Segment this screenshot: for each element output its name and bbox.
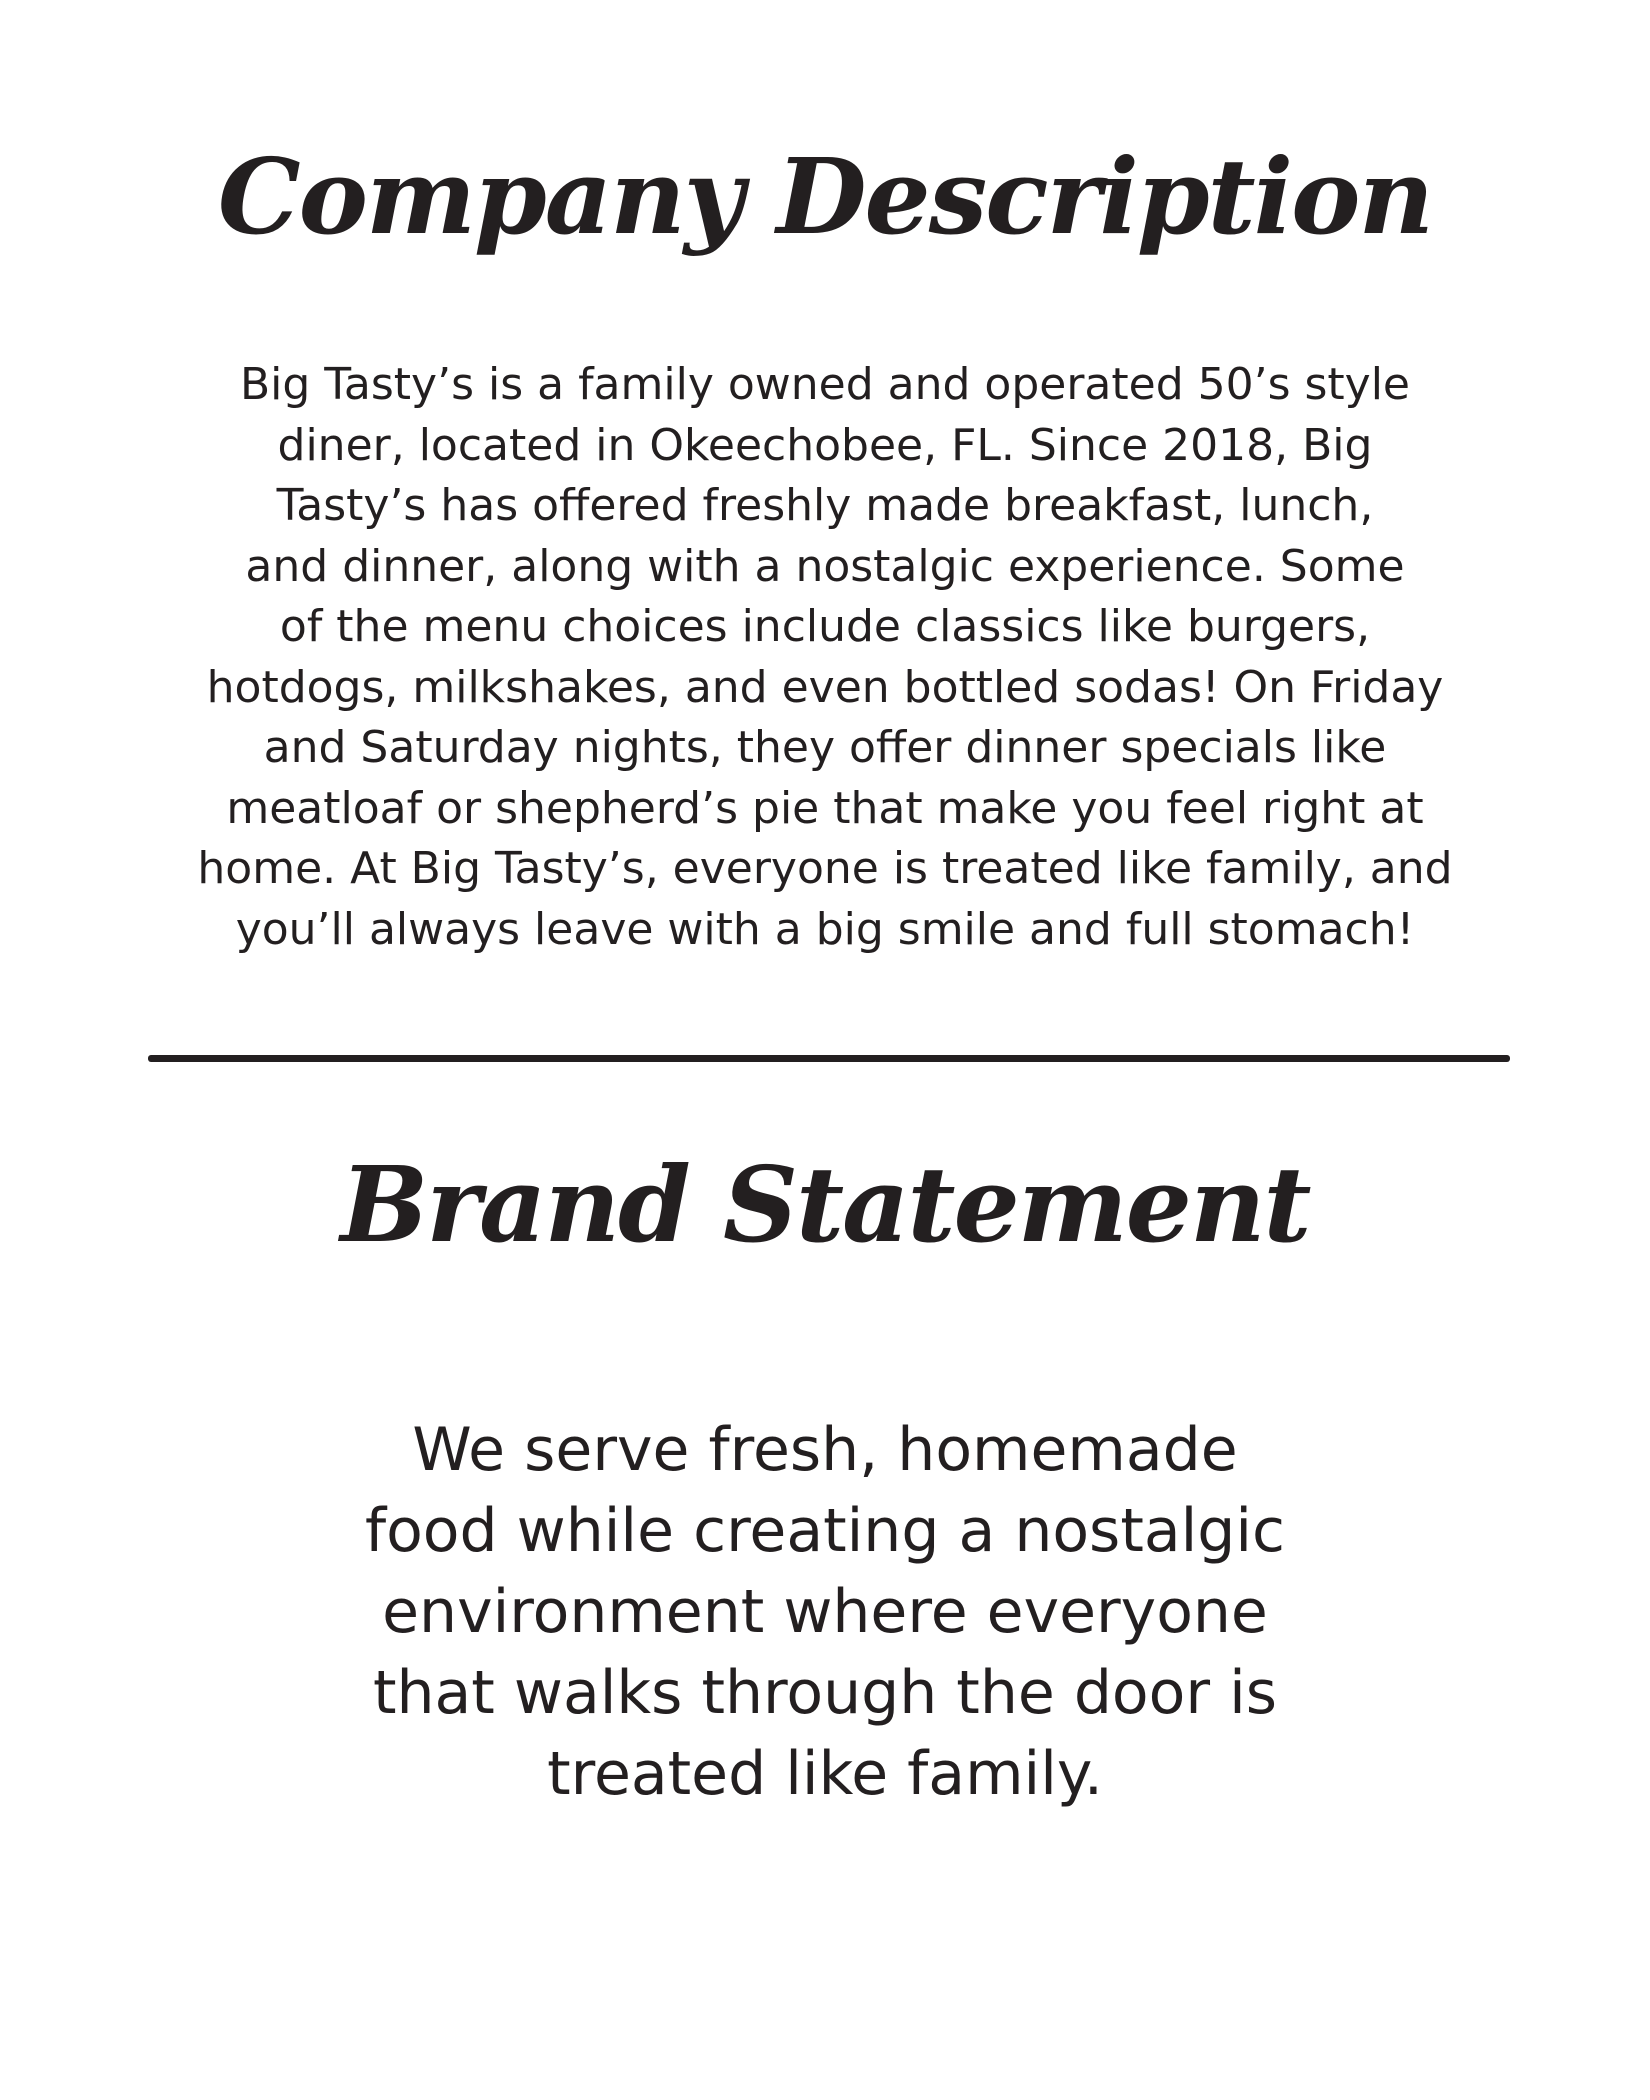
brand-statement-line: food while creating a nostalgic (364, 1496, 1286, 1566)
brand-statement-line: environment where everyone (382, 1577, 1268, 1647)
company-description-line: you’ll always leave with a big smile and full stomach! (235, 903, 1415, 955)
section-divider (148, 1055, 1510, 1062)
company-description-line: of the menu choices include classics like burgers, (279, 601, 1371, 652)
company-description-line: and dinner, along with a nostalgic experience. Some (245, 540, 1405, 592)
company-description-heading: Company Description (217, 135, 1433, 258)
brand-statement-line: treated like family. (547, 1739, 1103, 1809)
brand-statement-line: We serve fresh, homemade (412, 1415, 1238, 1485)
brand-statement-paragraph (120, 1410, 1530, 1815)
company-description-line: hotdogs, milkshakes, and even bottled sodas! On Friday (206, 661, 1444, 713)
company-description-line: Big Tasty’s is a family owned and operated 50’s style (239, 359, 1411, 410)
company-description-line: and Saturday nights, they offer dinner specials like (263, 722, 1387, 773)
company-description-line: home. At Big Tasty’s, everyone is treated like family, and (197, 843, 1453, 894)
company-description-line: diner, located in Okeechobee, FL. Since 2018, Big (277, 419, 1373, 471)
company-description-line: Tasty’s has offered freshly made breakfast, lunch, (276, 480, 1374, 531)
company-description-line: meatloaf or shepherd’s pie that make you feel right at (226, 782, 1424, 834)
brand-statement-line: that walks through the door is (372, 1658, 1278, 1728)
brand-statement-heading: Brand Statement (340, 1143, 1310, 1266)
company-description-paragraph (120, 355, 1530, 960)
